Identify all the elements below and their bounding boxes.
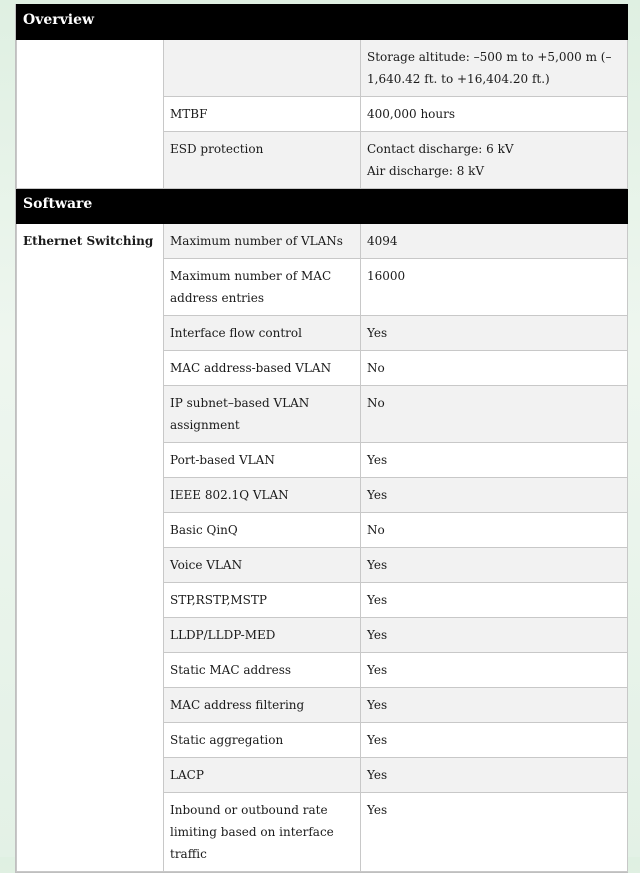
spec-value: Storage altitude: –500 m to +5,000 m (–1,640.42 ft. to +16,404.20 ft.) xyxy=(361,40,628,97)
overview-group-cell xyxy=(17,40,164,189)
spec-value: Yes xyxy=(361,653,628,688)
spec-value: Yes xyxy=(361,723,628,758)
spec-value-line: Air discharge: 8 kV xyxy=(367,164,485,178)
spec-name: Maximum number of VLANs xyxy=(164,224,361,259)
spec-row xyxy=(17,40,628,97)
spec-name: MAC address-based VLAN xyxy=(164,351,361,386)
spec-value: 4094 xyxy=(361,224,628,259)
spec-name: Static MAC address xyxy=(164,653,361,688)
spec-name: MAC address filtering xyxy=(164,688,361,723)
spec-value: Yes xyxy=(361,548,628,583)
spec-name: Basic QinQ xyxy=(164,513,361,548)
spec-value: Yes xyxy=(361,478,628,513)
section-overview xyxy=(17,5,628,40)
spec-name: LLDP/LLDP-MED xyxy=(164,618,361,653)
section-title-software: Software xyxy=(17,189,628,224)
spec-value: Yes xyxy=(361,688,628,723)
spec-name: Maximum number of MAC address entries xyxy=(164,259,361,316)
spec-name: Inbound or outbound rate limiting based on interface traffic xyxy=(164,793,361,872)
spec-value: Yes xyxy=(361,443,628,478)
spec-row xyxy=(17,224,628,259)
spec-value: 16000 xyxy=(361,259,628,316)
spec-value: Yes xyxy=(361,758,628,793)
section-title-overview: Overview xyxy=(17,5,628,40)
spec-name: Voice VLAN xyxy=(164,548,361,583)
spec-name xyxy=(164,40,361,97)
spec-name: Static aggregation xyxy=(164,723,361,758)
spec-value: Yes xyxy=(361,583,628,618)
spec-sheet xyxy=(15,4,628,873)
spec-name: Port-based VLAN xyxy=(164,443,361,478)
spec-name: IEEE 802.1Q VLAN xyxy=(164,478,361,513)
spec-value xyxy=(361,132,628,189)
spec-value: 400,000 hours xyxy=(361,97,628,132)
spec-value: No xyxy=(361,351,628,386)
spec-name: STP,RSTP,MSTP xyxy=(164,583,361,618)
section-software xyxy=(17,189,628,224)
spec-table xyxy=(16,4,628,872)
spec-name: LACP xyxy=(164,758,361,793)
spec-name: Interface flow control xyxy=(164,316,361,351)
spec-value: Yes xyxy=(361,316,628,351)
spec-value: No xyxy=(361,386,628,443)
spec-name: IP subnet–based VLAN assignment xyxy=(164,386,361,443)
spec-value-line: Contact discharge: 6 kV xyxy=(367,142,514,156)
spec-name: MTBF xyxy=(164,97,361,132)
spec-value: Yes xyxy=(361,618,628,653)
spec-name: ESD protection xyxy=(164,132,361,189)
group-label: Ethernet Switching xyxy=(17,224,164,872)
spec-value: No xyxy=(361,513,628,548)
spec-value: Yes xyxy=(361,793,628,872)
